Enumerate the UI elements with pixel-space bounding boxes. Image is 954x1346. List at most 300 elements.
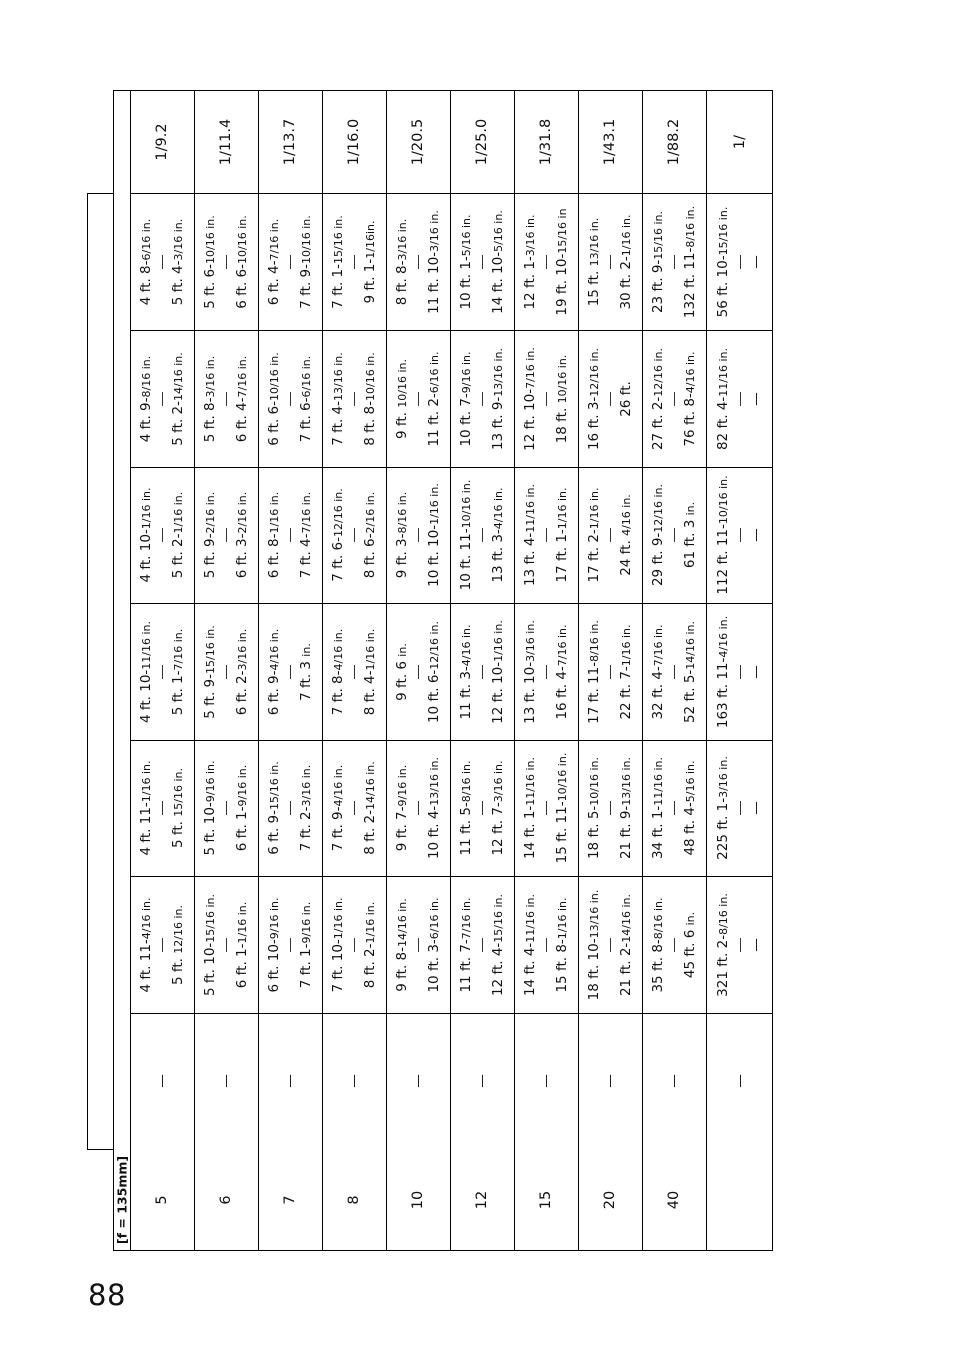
range-separator-dash: [610, 938, 611, 952]
near-limit-cell: [258, 330, 290, 467]
feet-value: 12 ft. 4-: [490, 942, 506, 996]
range-separator-dash: [290, 938, 291, 952]
range-separator-dash: [482, 392, 483, 406]
feet-value: 14 ft. 1-: [522, 805, 538, 860]
distance-cell: [386, 1149, 450, 1251]
far-limit-cell: [162, 740, 194, 876]
feet-value: 5 ft. 2-: [170, 533, 186, 579]
inch-value: 3/16 in.: [492, 760, 505, 803]
inch-value: 1/16 in.: [268, 491, 281, 534]
near-limit: [458, 480, 474, 591]
inch-value: 3/16 in.: [428, 209, 441, 252]
far-limit-cell: [482, 193, 514, 330]
feet-value: 24 ft.: [618, 535, 634, 576]
feet-value: 7 ft. 6-: [330, 537, 346, 582]
near-limit-cell: [258, 876, 290, 1013]
range-separator-dash: [162, 528, 163, 542]
near-limit: [266, 492, 282, 578]
far-limit: [234, 355, 250, 441]
far-limit-cell: [226, 330, 258, 467]
range-separator-dash: [674, 392, 675, 406]
dash-cell: [194, 1013, 258, 1149]
feet-value: 7 ft. 1-: [298, 943, 314, 988]
far-limit-cell: [162, 603, 194, 740]
near-limit-cell: [706, 876, 740, 1013]
feet-value: —: [748, 254, 765, 269]
inch-value: 12/16 in.: [652, 347, 665, 397]
inch-value: 7/16 in.: [524, 346, 537, 389]
inch-value: 1/16 in.: [620, 623, 633, 666]
inch-value: 11/16 in.: [524, 756, 537, 806]
inch-value: 14/16 in.: [684, 620, 697, 670]
inch-value: 8/16 in.: [652, 896, 665, 939]
near-limit: [522, 214, 538, 309]
inch-value: 8/16 in.: [684, 205, 697, 248]
feet-value: 4 ft. 9-: [138, 397, 154, 442]
inch-value: 14/16 in.: [396, 897, 409, 947]
inch-value: 6/16 in.: [428, 896, 441, 939]
inch-value: 12/16 in.: [588, 347, 601, 397]
magnification-cell: [450, 90, 514, 193]
feet-value: 56 ft. 10-: [714, 254, 731, 317]
inch-value: 9/16 in.: [236, 764, 249, 807]
dash-cell: [642, 1013, 706, 1149]
range-separator-dash: [740, 392, 741, 406]
near-limit: [138, 355, 154, 441]
near-limit-cell: [258, 603, 290, 740]
inch-value: 1/16 in.: [140, 760, 153, 803]
range-separator-dash: [354, 938, 355, 952]
feet-value: 8 ft. 2-: [362, 810, 378, 855]
inch-value: 10/16 in.: [460, 479, 473, 529]
inch-value: 1/16 in.: [364, 901, 377, 943]
empty-dash: —: [282, 1074, 298, 1088]
near-limit: [202, 760, 218, 855]
far-limit: [748, 801, 764, 815]
feet-value: 14 ft. 4-: [522, 942, 538, 996]
feet-value: 8 ft. 8-: [362, 400, 378, 446]
inch-value: 4/16 in.: [492, 487, 505, 530]
feet-value: 4 ft. 10-: [138, 669, 154, 723]
range-separator-dash: [162, 665, 163, 679]
feet-value: 6 ft. 8-: [266, 533, 282, 579]
far-limit-cell: [610, 467, 642, 603]
magnification-cell: [386, 90, 450, 193]
feet-value: 8 ft. 4-: [362, 670, 378, 715]
range-separator-dash: [226, 801, 227, 815]
near-limit-cell: [706, 330, 740, 467]
near-limit: [394, 358, 410, 438]
inch-value: 4/16 in.: [140, 896, 153, 939]
dash-cell: [514, 1013, 578, 1149]
near-limit-cell: [322, 467, 354, 603]
inch-value: 10/16 in.: [268, 351, 281, 401]
feet-value: 5 ft. 9-: [202, 673, 218, 719]
inch-value: 7/16 in.: [556, 623, 569, 666]
inch-value: 15/16 in.: [204, 624, 217, 674]
inch-value: 10/16 in.: [236, 214, 249, 264]
far-limit: [298, 215, 314, 308]
far-limit: [490, 210, 506, 314]
far-limit-cell: [418, 740, 450, 876]
empty-dash: —: [474, 1074, 490, 1088]
near-limit: [715, 615, 731, 727]
feet-value: 9 ft. 3-: [394, 533, 410, 579]
feet-value: 11 ft. 3-: [458, 665, 474, 720]
near-limit-cell: [450, 740, 482, 876]
far-limit: [426, 210, 442, 314]
inch-value: 5/16 in.: [492, 209, 505, 252]
inch-value: 11/16 in.: [140, 620, 153, 670]
feet-value: 7 ft. 1-: [330, 263, 346, 309]
near-limit-cell: [642, 740, 674, 876]
far-limit-cell: [354, 876, 386, 1013]
range-separator-dash: [162, 938, 163, 952]
feet-value: 16 ft. 3-: [586, 396, 602, 450]
feet-value: 29 ft. 9-: [650, 532, 666, 587]
inch-value: in.: [396, 642, 409, 657]
far-limit-cell: [546, 330, 578, 467]
near-limit-cell: [578, 193, 610, 330]
inch-value: 10/16 in.: [396, 358, 409, 408]
inch-value: 6/16 in.: [428, 350, 441, 393]
far-limit: [426, 483, 442, 587]
inch-value: 9/16 in.: [268, 896, 281, 939]
far-limit-cell: [482, 467, 514, 603]
near-limit-cell: [450, 876, 482, 1013]
near-limit: [715, 893, 731, 997]
near-limit-cell: [514, 330, 546, 467]
far-limit-cell: [610, 603, 642, 740]
near-limit-cell: [322, 603, 354, 740]
feet-value: 5 ft. 6-: [202, 263, 218, 309]
near-limit-cell: [322, 876, 354, 1013]
feet-value: 61 ft. 3: [682, 515, 698, 569]
near-limit-cell: [386, 193, 418, 330]
far-limit-cell: [290, 467, 322, 603]
range-separator-dash: [226, 392, 227, 406]
inch-value: 10/16 in.: [300, 214, 313, 264]
range-separator-dash: [610, 528, 611, 542]
feet-value: 15 ft.: [586, 265, 602, 306]
near-limit: [650, 624, 666, 719]
feet-value: 15 ft. 8-: [554, 938, 570, 993]
far-limit: [170, 628, 186, 714]
feet-value: —: [748, 528, 765, 542]
feet-value: —: [748, 664, 765, 679]
far-limit-cell: [162, 193, 194, 330]
feet-value: 4 ft. 11-: [138, 938, 154, 993]
feet-value: 6 ft. 9-: [266, 810, 282, 855]
inch-value: 1/16 in.: [556, 487, 569, 530]
inch-value: 12/16 in.: [428, 620, 441, 670]
far-limit: [362, 352, 378, 445]
range-separator-dash: [226, 938, 227, 952]
dash-cell: [130, 1013, 194, 1149]
table-label: [f = 135mm]: [114, 1155, 129, 1245]
far-limit: [170, 352, 186, 445]
far-limit: [618, 893, 634, 995]
near-limit-cell: [578, 876, 610, 1013]
inch-value: 2/16 in.: [236, 491, 249, 534]
far-limit-cell: [546, 740, 578, 876]
feet-value: 10 ft. 10-: [426, 524, 442, 587]
far-limit-cell: [226, 193, 258, 330]
near-limit-cell: [258, 467, 290, 603]
near-limit: [266, 352, 282, 445]
feet-value: 321 ft. 2-: [714, 934, 731, 997]
feet-value: —: [748, 391, 765, 406]
near-limit-cell: [642, 193, 674, 330]
distance-value: 6: [218, 1195, 234, 1205]
distance-cell: [642, 1149, 706, 1251]
feet-value: 17 ft. 11-: [586, 661, 602, 724]
near-limit: [650, 484, 666, 586]
far-limit-cell: [674, 876, 706, 1013]
far-limit-cell: [290, 193, 322, 330]
far-limit: [748, 938, 764, 952]
far-limit-cell: [418, 330, 450, 467]
near-limit: [266, 761, 282, 854]
near-limit-cell: [706, 603, 740, 740]
range-separator-dash: [610, 665, 611, 679]
near-limit-cell: [514, 740, 546, 876]
near-limit: [586, 757, 602, 859]
range-separator-dash: [610, 392, 611, 406]
far-limit-cell: [610, 330, 642, 467]
range-separator-dash: [740, 255, 741, 269]
inch-value: 13/16 in.: [332, 351, 345, 401]
far-limit: [682, 351, 698, 446]
inch-value: in.: [684, 501, 697, 516]
far-limit: [554, 897, 570, 992]
far-limit-cell: [226, 740, 258, 876]
inch-value: 2/16 in.: [204, 491, 217, 534]
near-limit: [202, 492, 218, 578]
inch-value: 4/16 in.: [684, 350, 697, 393]
feet-value: 6 ft. 1-: [234, 943, 250, 988]
feet-value: 7 ft. 4-: [330, 400, 346, 446]
inch-value: 11/16 in.: [716, 347, 730, 397]
near-limit-cell: [706, 467, 740, 603]
range-separator-dash: [740, 665, 741, 679]
far-limit: [426, 351, 442, 446]
feet-value: 13 ft. 9-: [490, 396, 506, 450]
far-limit: [554, 208, 570, 315]
far-limit-cell: [674, 193, 706, 330]
far-limit-cell: [226, 467, 258, 603]
near-limit: [458, 760, 474, 855]
far-limit: [490, 487, 506, 582]
magnification-value: 1/20.5: [410, 118, 426, 165]
far-limit-cell: [674, 603, 706, 740]
inch-value: 1/16 in.: [556, 896, 569, 939]
near-limit-cell: [450, 330, 482, 467]
far-limit: [170, 768, 186, 848]
range-separator-dash: [482, 255, 483, 269]
near-limit: [202, 625, 218, 718]
inch-value: 15/16 in.: [268, 761, 281, 810]
near-limit: [458, 897, 474, 992]
range-separator-dash: [546, 801, 547, 815]
near-limit: [330, 897, 346, 992]
far-limit-cell: [354, 330, 386, 467]
far-limit-cell: [418, 603, 450, 740]
feet-value: 17 ft. 2-: [586, 529, 602, 583]
inch-value: 12/16 in.: [172, 904, 185, 954]
far-limit: [682, 620, 698, 722]
inch-value: 8/16 in.: [588, 619, 601, 662]
far-limit-cell: [162, 330, 194, 467]
far-limit: [298, 355, 314, 441]
far-limit: [490, 760, 506, 855]
inch-value: 9/16 in.: [460, 350, 473, 393]
magnification-cell: [706, 90, 773, 193]
far-limit-cell: [418, 193, 450, 330]
inch-value: 10/16 in.: [556, 752, 569, 802]
far-limit: [234, 901, 250, 987]
far-limit-cell: [610, 193, 642, 330]
far-limit-cell: [354, 603, 386, 740]
near-limit: [522, 757, 538, 859]
range-separator-dash: [674, 938, 675, 952]
empty-dash: —: [410, 1074, 426, 1088]
near-limit: [458, 214, 474, 309]
feet-value: 11 ft. 7-: [458, 938, 474, 993]
feet-value: 6 ft. 6-: [266, 400, 282, 446]
feet-value: 6 ft. 3-: [234, 533, 250, 579]
feet-value: 18 ft. 5-: [586, 805, 602, 860]
near-limit-cell: [578, 467, 610, 603]
distance-value: 5: [154, 1195, 170, 1205]
near-limit-cell: [450, 193, 482, 330]
near-limit-cell: [514, 603, 546, 740]
range-separator-dash: [482, 801, 483, 815]
inch-value: 10/16 in.: [716, 475, 730, 525]
inch-value: 3/16 in.: [716, 756, 730, 798]
feet-value: 21 ft. 2-: [618, 942, 634, 996]
near-limit: [586, 487, 602, 582]
feet-value: 7 ft. 9-: [298, 263, 314, 309]
magnification-cell: [642, 90, 706, 193]
inch-value: 5/16 in.: [684, 760, 697, 803]
feet-value: 12 ft. 7-: [490, 802, 506, 856]
far-limit: [426, 620, 442, 722]
inch-value: 3/16 in.: [396, 218, 409, 260]
feet-value: 6 ft. 4-: [266, 260, 282, 305]
feet-value: 15 ft. 11-: [554, 801, 570, 864]
magnification-cell: [322, 90, 386, 193]
far-limit-cell: [226, 876, 258, 1013]
far-limit: [748, 528, 764, 542]
range-separator-dash: [354, 528, 355, 542]
feet-value: 5 ft. 4-: [170, 260, 186, 305]
magnification-value: 1/25.0: [474, 118, 490, 165]
feet-value: 13 ft. 3-: [490, 529, 506, 583]
range-separator-dash: [290, 665, 291, 679]
distance-value: 8: [346, 1195, 362, 1205]
range-separator-dash: [418, 665, 419, 679]
distance-cell: [322, 1149, 386, 1251]
feet-value: 9 ft. 7-: [394, 806, 410, 852]
inch-value: 14/16 in.: [364, 761, 377, 810]
near-limit-cell: [194, 467, 226, 603]
distance-cell: [130, 1149, 194, 1251]
far-limit-cell: [290, 876, 322, 1013]
feet-value: 17 ft. 1-: [554, 529, 570, 583]
inch-value: 3/16 in.: [236, 628, 249, 670]
feet-value: 52 ft. 5-: [682, 669, 698, 723]
near-limit: [650, 210, 666, 312]
range-separator-dash: [226, 528, 227, 542]
far-limit-cell: [354, 193, 386, 330]
near-limit: [715, 206, 731, 317]
near-limit-cell: [386, 876, 418, 1013]
far-limit: [426, 897, 442, 992]
magnification-value: 1/16.0: [346, 118, 362, 165]
range-separator-dash: [162, 801, 163, 815]
range-separator-dash: [546, 528, 547, 542]
near-limit-cell: [642, 467, 674, 603]
inch-value: 1/16 in.: [236, 901, 249, 943]
near-limit: [330, 765, 346, 851]
inch-value: 1/16 in.: [620, 213, 633, 256]
inch-value: 7/16 in.: [460, 896, 473, 939]
near-limit-cell: [130, 330, 162, 467]
inch-value: 13/16 in.: [620, 756, 633, 806]
feet-value: 163 ft. 11-: [714, 657, 731, 728]
far-limit-cell: [740, 330, 774, 467]
range-separator-dash: [482, 665, 483, 679]
inch-value: 14/16 in.: [172, 351, 185, 401]
range-separator-dash: [674, 801, 675, 815]
far-limit: [362, 901, 378, 987]
near-limit-cell: [258, 740, 290, 876]
far-limit-cell: [162, 876, 194, 1013]
inch-value: 1/16 in.: [364, 628, 377, 670]
near-limit: [394, 218, 410, 304]
near-limit-cell: [386, 740, 418, 876]
feet-value: 4 ft. 8-: [138, 260, 154, 305]
inch-value: 15/16 in.: [332, 214, 345, 264]
near-limit: [266, 897, 282, 992]
inch-value: 1/16 in.: [492, 619, 505, 662]
dash-cell: [578, 1013, 642, 1149]
far-limit-cell: [740, 876, 774, 1013]
inch-value: 4/16 in.: [716, 615, 730, 658]
far-limit: [490, 347, 506, 449]
inch-value: 9/16 in.: [396, 764, 409, 807]
near-limit: [650, 757, 666, 859]
distance-value: 12: [474, 1190, 490, 1210]
near-limit: [330, 488, 346, 581]
feet-value: 18 ft. 10-: [586, 937, 602, 1000]
far-limit: [618, 381, 634, 417]
empty-dash: —: [538, 1074, 554, 1088]
feet-value: 34 ft. 1-: [650, 805, 666, 860]
inch-value: 6/16 in.: [300, 355, 313, 397]
inch-value: 11/16 in.: [652, 756, 665, 806]
inch-value: in.: [300, 642, 313, 657]
inch-value: 9/16 in.: [300, 901, 313, 943]
range-separator-dash: [290, 801, 291, 815]
far-limit: [234, 215, 250, 308]
far-limit: [682, 502, 698, 568]
far-limit-cell: [740, 603, 774, 740]
near-limit: [650, 347, 666, 449]
feet-value: 5 ft. 10-: [202, 942, 218, 996]
near-limit-cell: [514, 467, 546, 603]
